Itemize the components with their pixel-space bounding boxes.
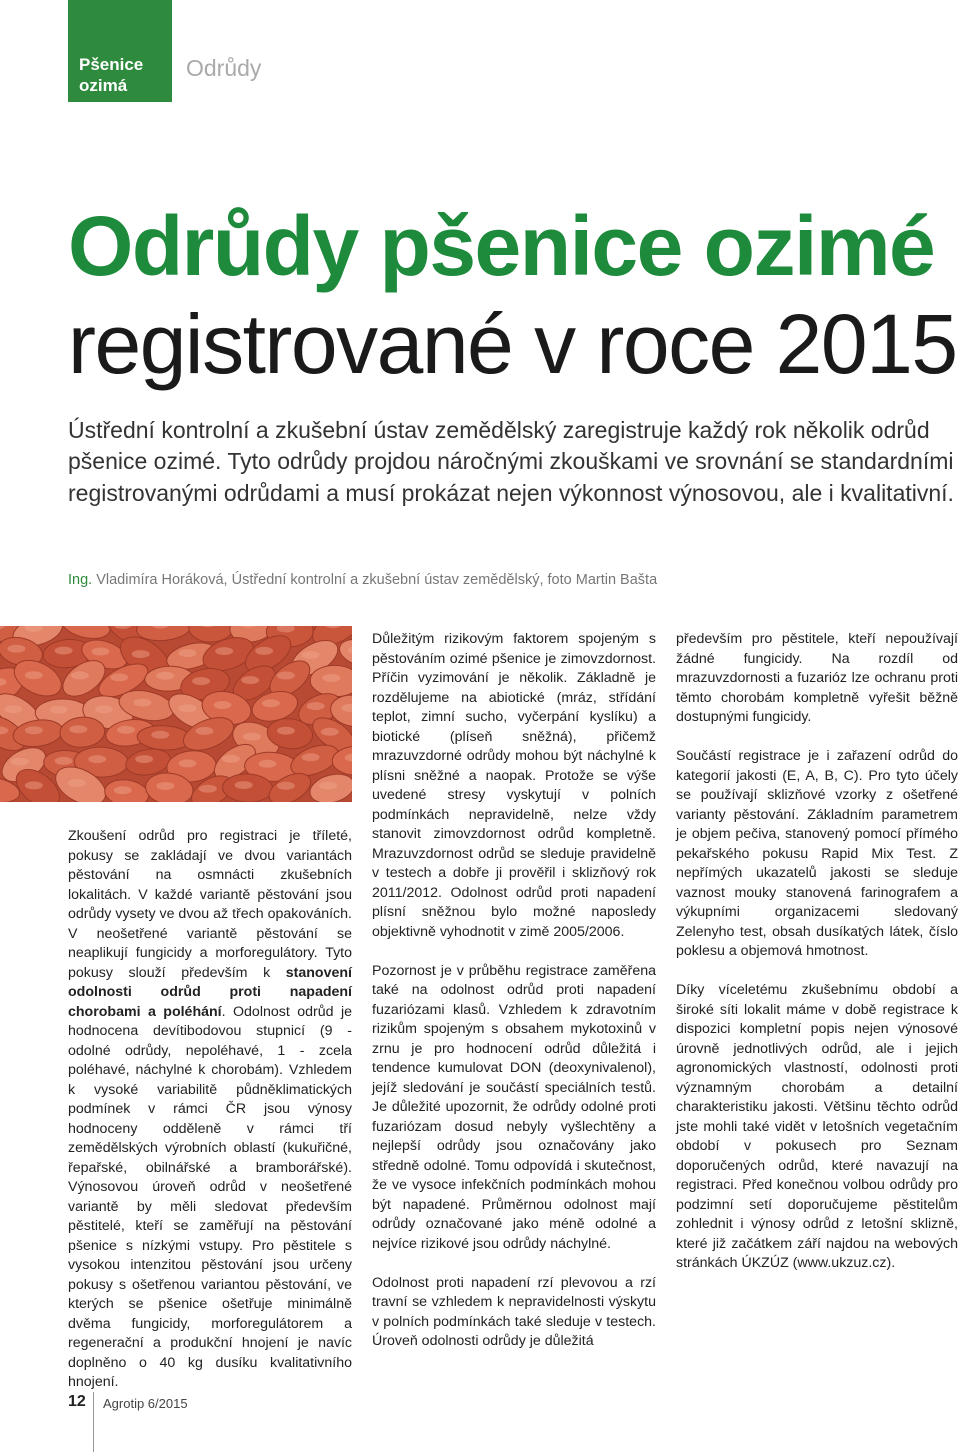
article-title: Odrůdy pšenice ozimé [68, 199, 935, 293]
grain-highlight [110, 673, 128, 681]
grain-highlight [50, 706, 68, 714]
grain-highlight [192, 677, 210, 685]
byline-prefix: Ing. [68, 572, 93, 588]
grain-highlight [69, 725, 87, 733]
col1-text-a: Zkoušení odrůd pro registraci je tříleté, pokusy se zakládají ve dvou variantách pěstování na osmnácti zkušebních lokalitách. V každé variantě pěstování jsou odrůdy vysety ve dvou až třech opakováních. V neošetřené variantě pěstování se neaplikují fungicidy a morforegulátory. Tyto pokusy slouží především k [68, 828, 352, 981]
grain-highlight [8, 645, 26, 653]
footer-divider [93, 1392, 94, 1452]
col3-paragraph-3: Díky víceletému zkušebnímu období a široké síti lokalit máme v době registrace k dispozici kompletní popis nejen výnosové úrovně jednotlivých odrůd, ale i jejich agronomických vlastností, odolnosti proti významným chorobám a detailní charakteristiku jakosti. Většinu těchto odrůd jste mohli také vidět v letošních vegetačním období v pokusech pro Seznam doporučených odrůd, které navazují na registraci. Před konečnou volbou odrůdy pro podzimní setí doporučujeme pěstitelům zohlednit i výnosy odrůd z letošní sklizně, které již začátkem září najdou na webových stránkách ÚKZÚZ (www.ukzuz.cz). [676, 982, 958, 1271]
grain-highlight [156, 782, 174, 790]
col1-bold-text: stanovení odolnosti odrůd proti napadení chorobami a poléhání [68, 964, 352, 1020]
grain-highlight [259, 760, 277, 768]
section-label: Odrůdy [186, 55, 262, 81]
grain-highlight [55, 757, 73, 765]
grain-highlight [114, 786, 132, 794]
wheat-grains-photo [0, 626, 352, 802]
grain-highlight [277, 672, 295, 680]
column-1 [68, 827, 352, 1412]
grain-highlight [243, 733, 261, 741]
column-2 [372, 630, 656, 1371]
byline-text: Vladimíra Horáková, Ústřední kontrolní a zkušební ústav zemědělský, foto Martin Bašta [92, 572, 658, 588]
section-tab: Pšenice ozimá [68, 0, 172, 102]
grain-highlight [25, 726, 43, 734]
grain-highlight [25, 671, 43, 679]
grain-highlight [255, 647, 273, 655]
col3-paragraph-1: především pro pěstitele, kteří nepoužívají žádné fungicidy. Na rozdíl od mrazuvzdornosti a fuzarióz lze ochranu proti těmto chorobám kompletně vyřešit běžně dostupnými fungicidy. [676, 631, 958, 725]
grain-highlight [179, 704, 197, 712]
grain-highlight [307, 702, 325, 710]
grain-highlight [235, 781, 253, 789]
grain-highlight [196, 727, 214, 735]
column-3 [676, 630, 958, 1293]
grain-highlight [156, 672, 174, 680]
grain-highlight [241, 676, 259, 684]
grain-highlight [277, 782, 295, 790]
grain-highlight [88, 755, 106, 763]
col2-paragraph-1: Důležitým rizikovým faktorem spojeným s pěstováním ozimé pšenice je zimovzdornost. Příčin vyzimování je několik. Základně je rozdělujeme na abiotické (mráz, střídání teplot, zimní sucho, vyčerpání kyslíku) a biotické (plíseň sněžná), přičemž mrazuvzdorné odrůdy mohou být náchylné k plísni sněžné a naopak. Protože se výše uvedené stresy vyskytují v polních podmínkách nepravidelně, nelze vždy stanovit zimovzdornost odrůd kompletně. Mrazuvzdornost odrůd se sleduje pravidelně v testech a dobře ji prověřil i sklizňový rok 2011/2012. Odolnost odrůd proti napadení plísní sněžnou bylo možné naposledy objektivně vyhodnotit v zimě 2005/2006. [372, 631, 656, 940]
grain-highlight [214, 701, 232, 709]
grain-highlight [277, 727, 295, 735]
article-lead: Ústřední kontrolní a zkušební ústav zemědělský zaregistruje každý rok několik odrůd pšenice ozimé. Tyto odrůdy projdou náročnými zkouškami ve srovnání se standardními registrovanými odrůdami a musí prokázat nejen výkonnost výnosovou, ale i kvalitativní. [68, 417, 954, 506]
magazine-issue: Agrotip 6/2015 [103, 1396, 188, 1411]
grain-highlight [151, 731, 169, 739]
grain-highlight [133, 699, 151, 707]
grain-highlight [95, 705, 113, 713]
grain-highlight [262, 699, 280, 707]
grain-highlight [71, 671, 89, 679]
col2-paragraph-3: Odolnost proti napadení rzí plevovou a rzí travní se vzhledem k nepravidelnosti výskytu v polních podmínkách také sleduje v testech. Úroveň odolnosti odrůdy je důležitá [372, 1274, 656, 1349]
page-number: 12 [68, 1393, 86, 1410]
grain-highlight [179, 759, 197, 767]
grain-highlight [117, 726, 135, 734]
grain-highlight [215, 647, 233, 655]
grain-highlight [68, 779, 86, 787]
grain-highlight [25, 781, 43, 789]
col3-paragraph-2: Součástí registrace je i zařazení odrůd do kategorií jakosti (E, A, B, C). Pro tyto účely se používají sklizňové vzorky z ošetřené varianty pěstování. Základním parametrem je objem pečiva, stanovený pomocí přímého pekařského pokusu Rapid Mix Test. Z nepřímých ukazatelů jakosti se sleduje vaznost mouky stanovená farinografem a výkupními organizacemi sledovaný Zelenyho test, obsah dusíkatých látek, číslo poklesu a objemová hmotnost. [676, 748, 958, 959]
grain-highlight [179, 649, 197, 657]
col1-paragraph [68, 827, 352, 1393]
grain-highlight [132, 650, 150, 658]
grain-highlight [321, 728, 339, 736]
col2-paragraph-2: Pozornost je v průběhu registrace zaměřena také na odolnost odrůd proti napadení fuzariózami klasů. Vzhledem k zdravotním rizikům spojeným s obsahem mykotoxinů v zrnu je pro hodnocení odrůd důležitá i tendence kumulovat DON (deoxynivalenol), jejíž sledování je součástí speciálních testů. Je důležité upozornit, že odrůdy odolné proti fuzariózam dosud nebyly vyšlechtěny a nejlepší odrůdy jsou označovány jako středně odolné. Tomu odpovídá i skutečnost, že ve vysoce infekčních podmínkách mohou být napadené. Průměrnou odolnost mají odrůdy označované jako méně odolné a nejvíce rizikové jsou odrůdy náchylné. [372, 962, 656, 1252]
article-subtitle: registrované v roce 2015 [68, 297, 957, 391]
grain-highlight [4, 705, 22, 713]
grain-highlight [302, 651, 320, 659]
grain-highlight [322, 674, 340, 682]
grain-highlight [319, 782, 337, 790]
wheat-grains-illustration [0, 626, 352, 802]
grain-highlight [92, 648, 110, 656]
col1-text-b: . Odolnost odrůd je hodnocena devítibodovou stupnicí (9 - odolné odrůdy, nepoléhavé, 1 - zcela poléhavé, náchylné k chorobám). Vzhledem k vysoké variabilitě půdněklimatických podmínek v rámci ČR jsou výnosy hodnoceny odděleně v rámci tří zemědělských výrobních oblastí (kukuřičné, řepařské, obilnářské a bramborářské). Výnosovou úroveň odrůd v neošetřené variantě by měli sledovat především pěstitelé, kteří se zaměřují na pěstování pšenice s nízkými vstupy. Pro pěstitele s vysokou intenzitou pěstování jsou určeny pokusy s ošetřenou variantou pěstování, ve kterých se pšenice ošetřuje minimálně dvěma fungicidy, morforegulátorem a regenerační a produkční hnojení je navíc doplněno o 40 kg dusíku kvalitativního hnojení. [68, 1003, 352, 1390]
grain-highlight [55, 647, 73, 655]
grain-highlight [222, 755, 240, 763]
grain-highlight [302, 753, 320, 761]
grain-highlight [199, 785, 217, 793]
grain-highlight [135, 755, 153, 763]
grain-highlight [11, 758, 29, 766]
byline [68, 572, 657, 588]
